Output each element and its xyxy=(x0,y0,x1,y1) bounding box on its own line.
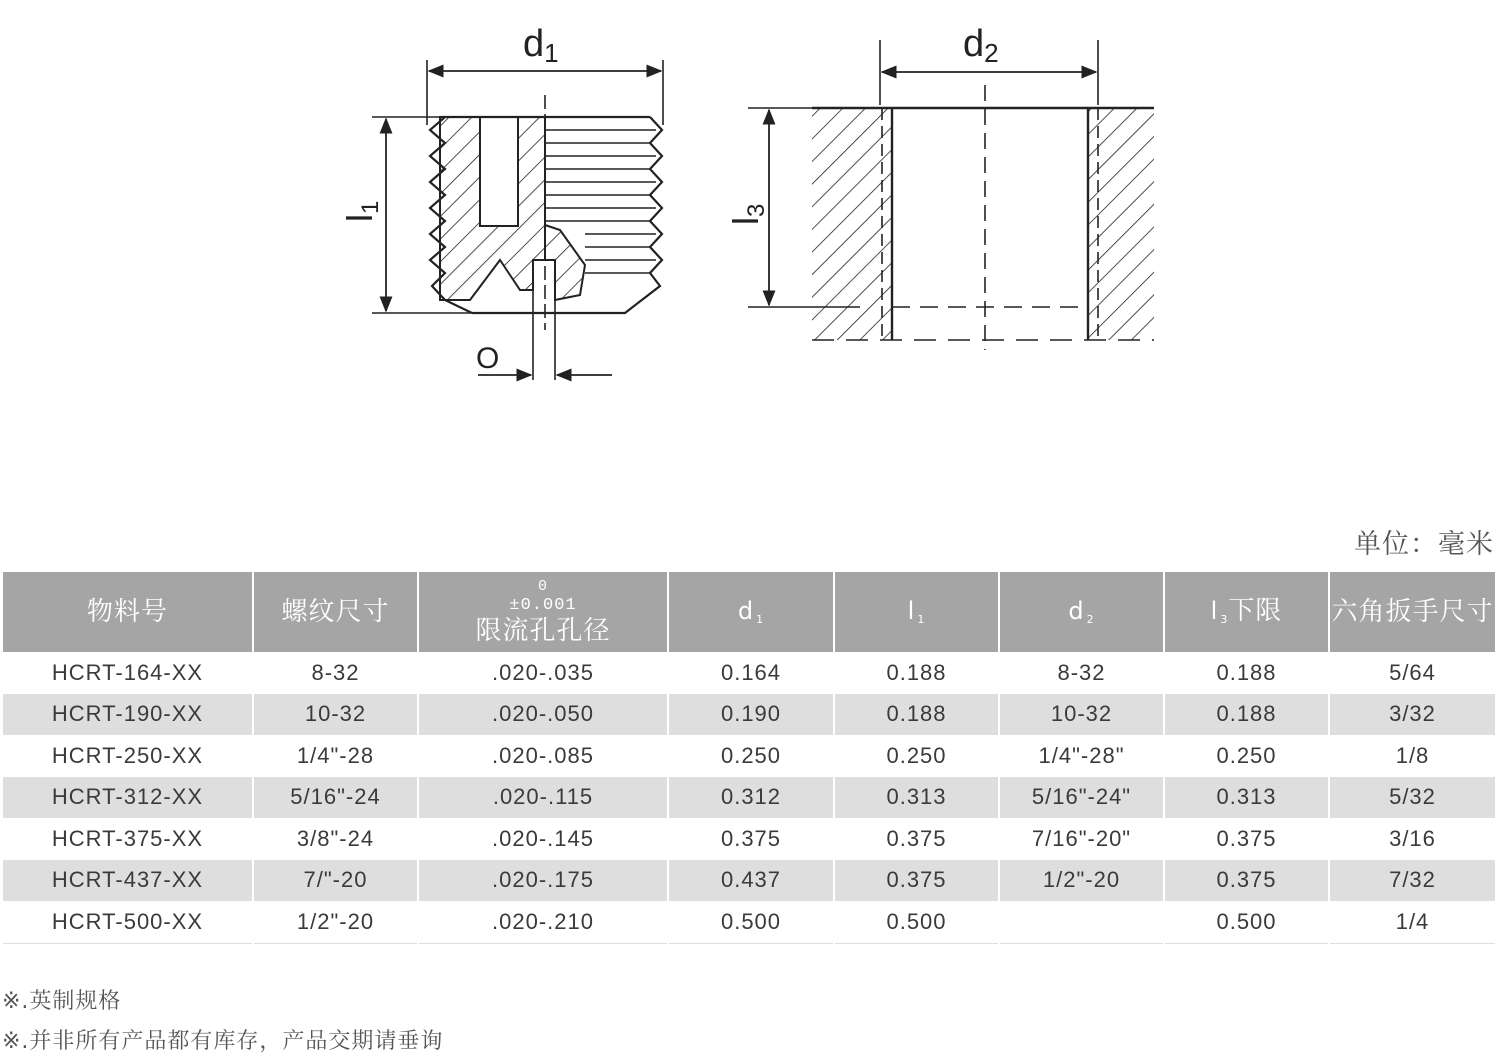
footnote-stock: ※.并非所有产品都有库存，产品交期请垂询 xyxy=(2,1029,444,1054)
header-l3-min: l $_3$下限 xyxy=(1164,572,1329,652)
cell-orifice: .020-.050 xyxy=(418,694,668,736)
l1-label: l1 xyxy=(339,200,384,222)
cell-orifice: .020-.085 xyxy=(418,735,668,777)
cell-thread: 3/8"-24 xyxy=(253,818,418,860)
cell-l1: 0.375 xyxy=(834,818,999,860)
table-row xyxy=(3,652,1495,694)
cell-l3: 0.375 xyxy=(1164,860,1329,902)
cell-hex: 5/32 xyxy=(1329,777,1495,819)
cell-hex: 1/4 xyxy=(1329,901,1495,943)
cell-d2 xyxy=(999,901,1164,943)
table-row xyxy=(3,735,1495,777)
cell-thread: 5/16"-24 xyxy=(253,777,418,819)
left-wall-hatch xyxy=(812,108,892,340)
orifice-tolerance: ±0.001 xyxy=(509,596,577,615)
cell-part-no: HCRT-190-XX xyxy=(3,694,253,736)
cell-d1: 0.375 xyxy=(668,818,834,860)
cell-hex: 1/8 xyxy=(1329,735,1495,777)
mounting-hole-section xyxy=(725,23,1154,350)
header-orifice xyxy=(418,572,668,652)
cell-d1: 0.164 xyxy=(668,652,834,694)
table-row xyxy=(3,901,1495,943)
cell-part-no: HCRT-437-XX xyxy=(3,860,253,902)
cell-d1: 0.500 xyxy=(668,901,834,943)
cell-d2: 7/16"-20" xyxy=(999,818,1164,860)
cell-d1: 0.250 xyxy=(668,735,834,777)
cell-l3: 0.188 xyxy=(1164,694,1329,736)
cell-hex: 7/32 xyxy=(1329,860,1495,902)
cell-orifice: .020-.115 xyxy=(418,777,668,819)
cell-thread: 1/2"-20 xyxy=(253,901,418,943)
table-header-row xyxy=(3,572,1495,652)
cell-thread: 10-32 xyxy=(253,694,418,736)
cell-l3: 0.500 xyxy=(1164,901,1329,943)
cell-hex: 3/16 xyxy=(1329,818,1495,860)
header-d2: d $_2$ xyxy=(999,572,1164,652)
header-part-no: 物料号 xyxy=(3,572,253,652)
header-d1: d $_1$ xyxy=(668,572,834,652)
o-label: O xyxy=(476,342,500,375)
cell-part-no: HCRT-164-XX xyxy=(51,659,204,685)
cell-l3: 0.188 xyxy=(1164,652,1329,694)
cell-d2: 8-32 xyxy=(999,652,1164,694)
cell-d2: 1/4"-28" xyxy=(999,735,1164,777)
orifice-tolerance-top: 0 xyxy=(537,578,548,595)
table-row xyxy=(3,818,1495,860)
cell-l1: 0.313 xyxy=(834,777,999,819)
cell-part-no: HCRT-375-XX xyxy=(51,825,204,851)
cell-thread: 8-32 xyxy=(253,652,418,694)
cell-part-no: HCRT-500-XX xyxy=(3,901,253,943)
cell-orifice: .020-.175 xyxy=(418,860,668,902)
d2-label: d2 xyxy=(963,23,999,68)
cell-l1: 0.375 xyxy=(834,860,999,902)
cell-l1: 0.188 xyxy=(834,694,999,736)
cell-l1: 0.188 xyxy=(834,652,999,694)
unit-label: 单位：毫米 xyxy=(1354,529,1494,560)
spec-table xyxy=(3,572,1495,944)
header-hex-key: 六角扳手尺寸 xyxy=(1329,572,1495,652)
cell-d1: 0.312 xyxy=(668,777,834,819)
d1-label: d1 xyxy=(523,23,559,68)
cell-orifice: .020-.210 xyxy=(418,901,668,943)
cell-thread: 7/"-20 xyxy=(253,860,418,902)
cell-d2: 1/2"-20 xyxy=(999,860,1164,902)
cell-d2: 10-32 xyxy=(999,694,1164,736)
plug-cone-hatch xyxy=(545,225,585,300)
cell-thread: 1/4"-28 xyxy=(253,735,418,777)
cell-l1: 0.250 xyxy=(834,735,999,777)
l3-label: l3 xyxy=(725,203,770,225)
cell-l3: 0.375 xyxy=(1164,818,1329,860)
plug-body-hatch xyxy=(440,117,545,300)
footnote-imperial: ※.英制规格 xyxy=(2,989,122,1014)
table-row xyxy=(3,694,1495,736)
header-thread-size: 螺纹尺寸 xyxy=(253,572,418,652)
cell-part-no: HCRT-250-XX xyxy=(51,742,204,768)
orifice-header-label: 限流孔孔径 xyxy=(475,616,611,646)
cell-l3: 0.250 xyxy=(1164,735,1329,777)
table-row xyxy=(3,860,1495,902)
technical-drawing xyxy=(0,0,1500,420)
cell-orifice: .020-.145 xyxy=(418,818,668,860)
cell-part-no: HCRT-312-XX xyxy=(3,777,253,819)
cell-d1: 0.437 xyxy=(668,860,834,902)
cell-hex: 3/32 xyxy=(1329,694,1495,736)
cell-d1: 0.190 xyxy=(668,694,834,736)
cell-l1: 0.500 xyxy=(834,901,999,943)
orifice-plug-section xyxy=(339,23,663,380)
cell-l3: 0.313 xyxy=(1164,777,1329,819)
cell-orifice: .020-.035 xyxy=(418,652,668,694)
cell-hex: 5/64 xyxy=(1329,652,1495,694)
table-row xyxy=(3,777,1495,819)
header-l1: l $_1$ xyxy=(834,572,999,652)
cell-d2: 5/16"-24" xyxy=(999,777,1164,819)
